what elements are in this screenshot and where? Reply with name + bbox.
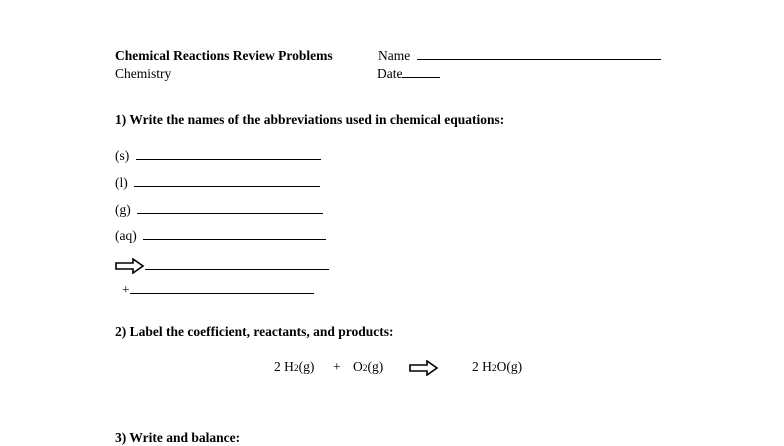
reactant-hydrogen [274, 359, 314, 377]
subscript: 2 [362, 364, 368, 374]
element-symbol: H [482, 359, 492, 374]
date-label: Date [377, 66, 403, 81]
worksheet-title: Chemical Reactions Review Problems [115, 48, 333, 63]
abbrev-row-aqueous [115, 228, 326, 244]
answer-blank[interactable] [130, 282, 314, 294]
abbrev-row-solid [115, 148, 321, 164]
date-blank[interactable] [402, 66, 440, 78]
name-blank[interactable] [417, 48, 661, 60]
abbrev-label: (s) [115, 148, 130, 163]
state: (g) [298, 359, 315, 374]
name-field[interactable] [378, 48, 661, 64]
answer-blank[interactable] [137, 202, 323, 214]
coefficient: 2 [472, 359, 479, 374]
subject-label: Chemistry [115, 66, 172, 81]
coefficient: 2 [274, 359, 281, 374]
subscript: 2 [293, 364, 299, 374]
answer-blank[interactable] [145, 258, 329, 270]
date-field[interactable] [377, 66, 440, 82]
answer-blank[interactable] [143, 228, 326, 240]
subscript: 2 [491, 364, 497, 374]
answer-blank[interactable] [136, 148, 321, 160]
question-2-prompt: 2) Label the coefficient, reactants, and products: [115, 324, 394, 339]
abbrev-label: + [122, 282, 130, 297]
question-3-prompt: 3) Write and balance: [115, 430, 241, 445]
reactant-oxygen [353, 359, 383, 377]
abbrev-row-plus [122, 282, 314, 298]
abbrev-row-arrow [145, 258, 329, 274]
element-symbol: H [284, 359, 294, 374]
element-rest: O(g) [496, 359, 523, 374]
name-label: Name [378, 48, 411, 63]
element-symbol: O [353, 359, 363, 374]
yields-arrow-icon [409, 360, 439, 376]
abbrev-label: (aq) [115, 228, 137, 243]
abbrev-row-liquid [115, 175, 320, 191]
product-water [472, 359, 522, 377]
answer-blank[interactable] [134, 175, 320, 187]
plus-sign: + [333, 359, 341, 374]
abbrev-row-gas [115, 202, 323, 218]
question-1-prompt: 1) Write the names of the abbreviations used in chemical equations: [115, 112, 505, 127]
abbrev-label: (l) [115, 175, 128, 190]
state: (g) [367, 359, 384, 374]
abbrev-label: (g) [115, 202, 131, 217]
yields-arrow-icon [115, 258, 145, 274]
